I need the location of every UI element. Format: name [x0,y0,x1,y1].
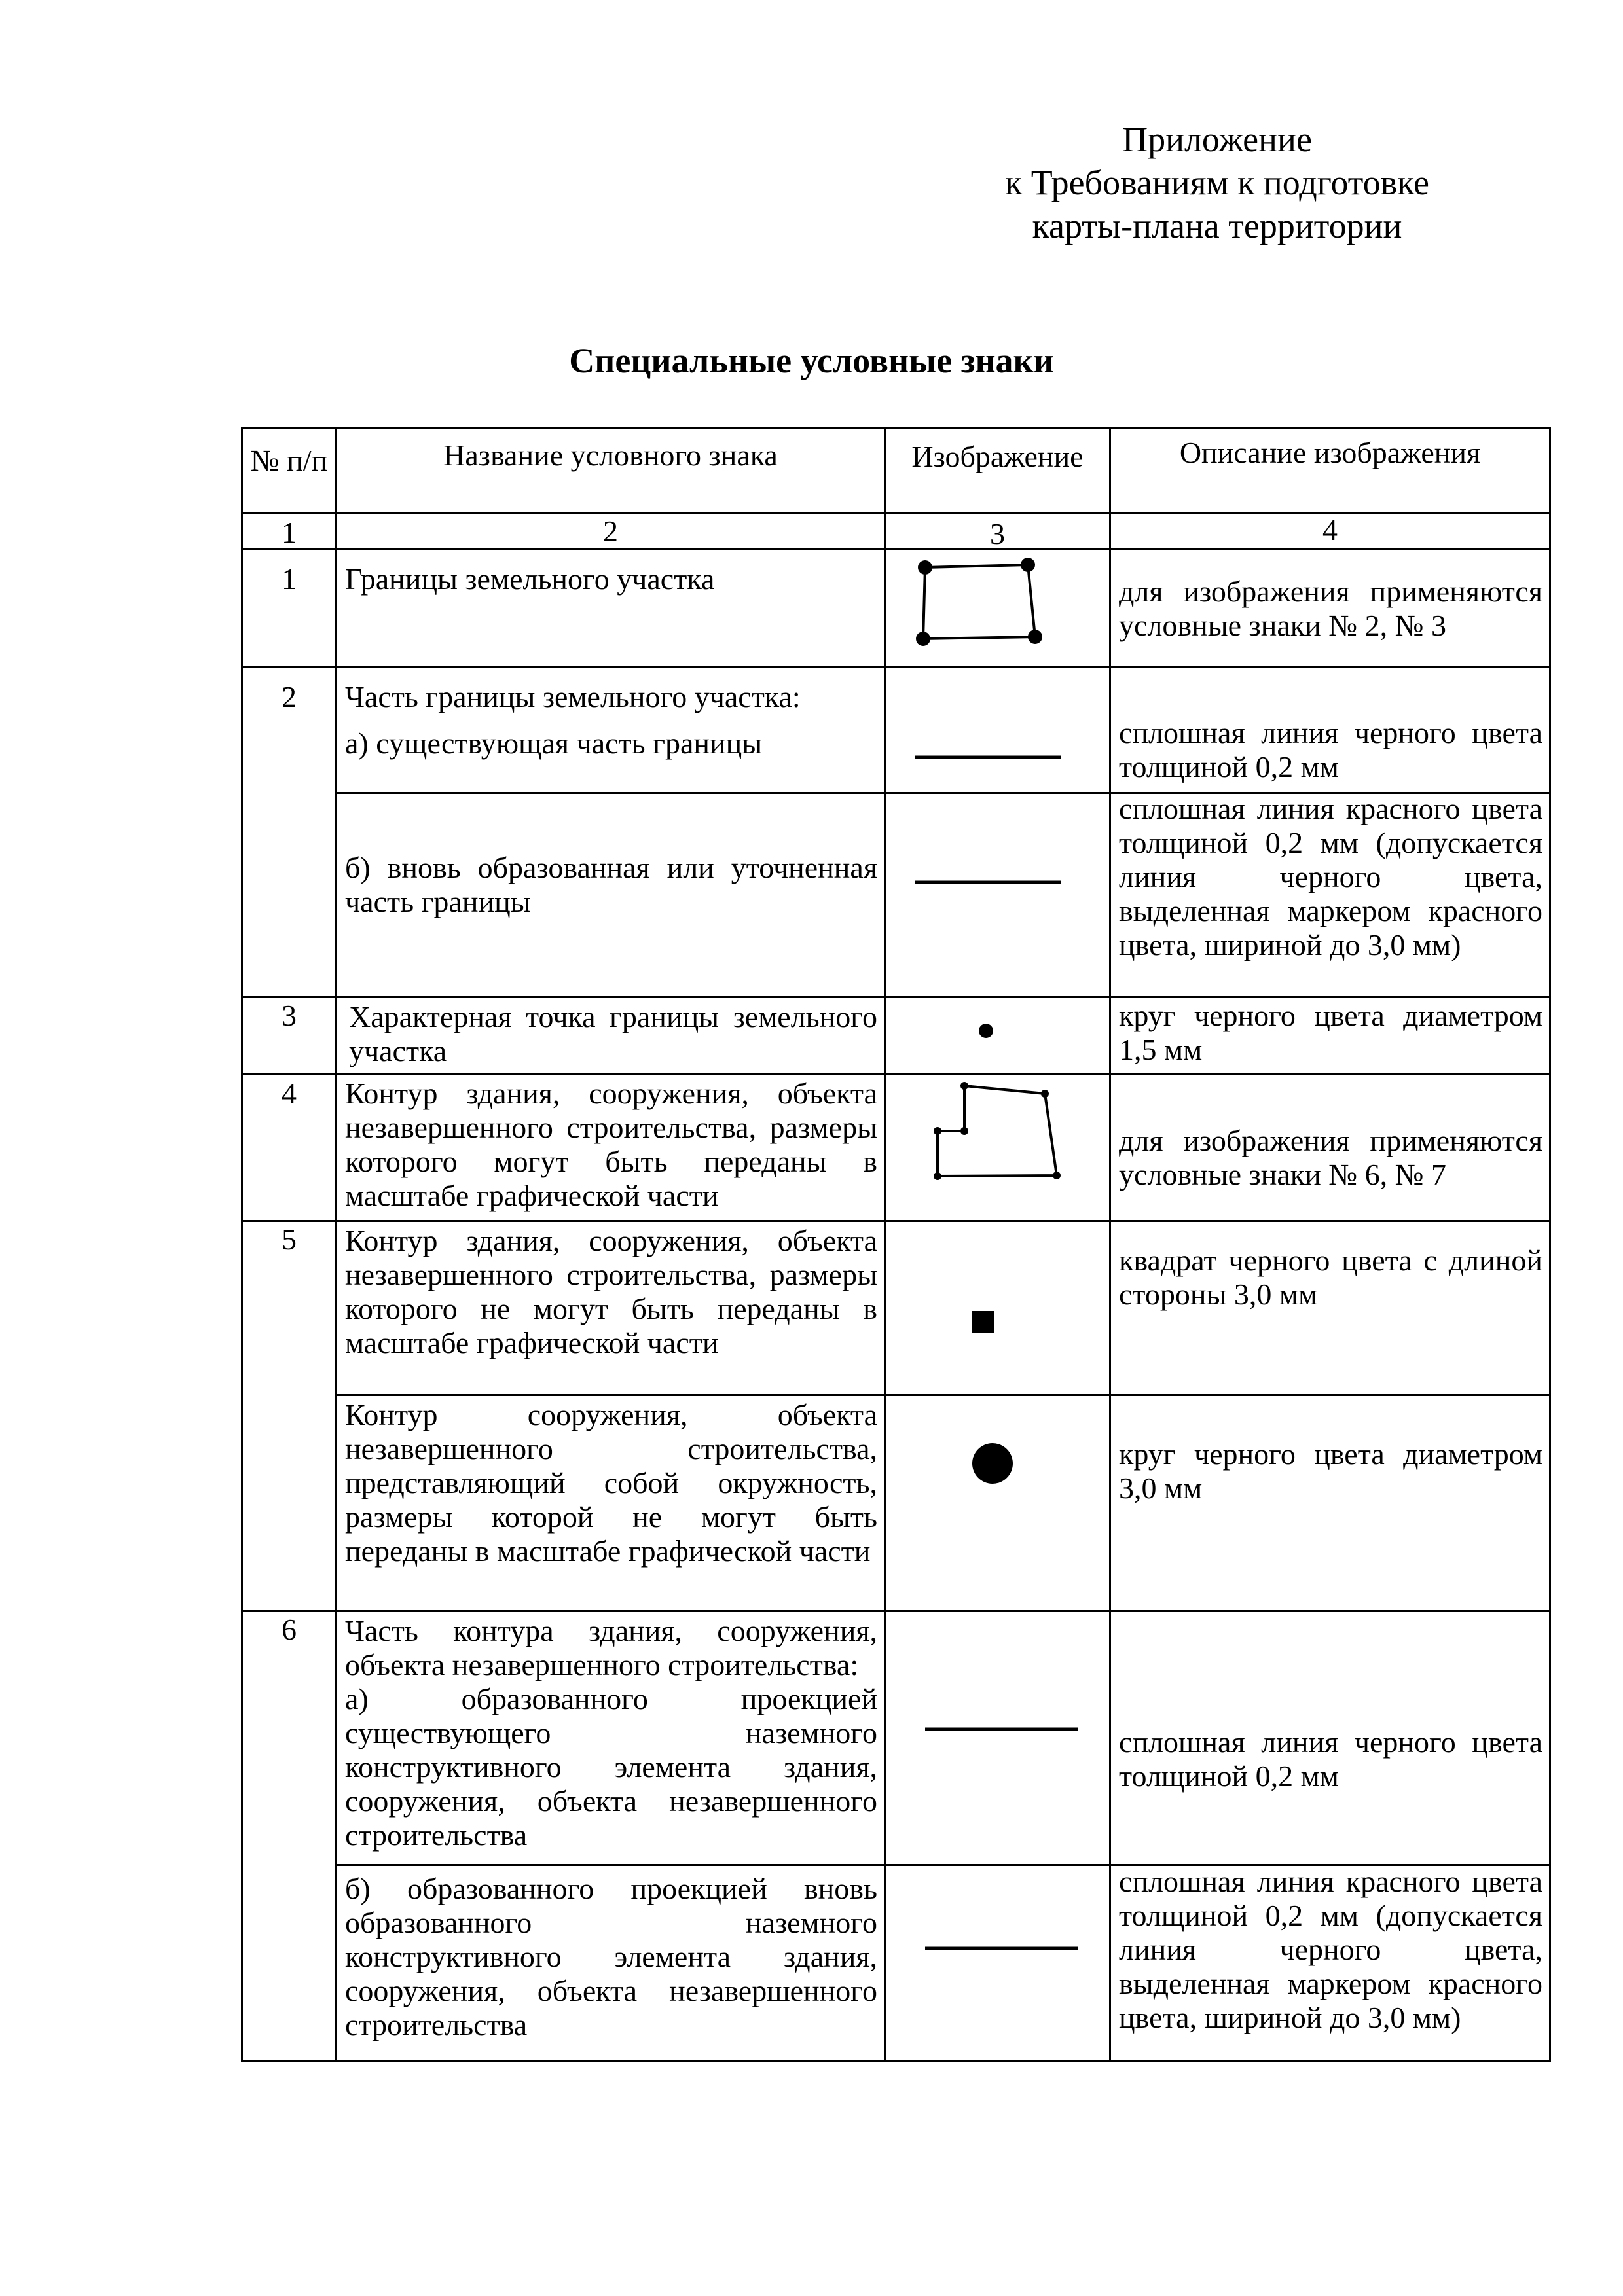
header-desc: Описание изображения [1179,436,1481,469]
row-3-desc: круг черного цвета диаметром 1,5 мм [1119,999,1542,1066]
row-2b-desc: сплошная линия красного цвета толщиной 0,2 мм (допускается линия черного цвета, выделенная маркером красного цвета, шириной до 3,0 мм) [1119,792,1542,961]
col-number-2: 2 [603,514,618,548]
row-6b-name: б) образованного проекцией вновь образованного наземного конструктивного элемента здания, сооружения, объекта незавершенного строительства [345,1872,877,2041]
row-2-num: 2 [282,680,297,713]
row-1-desc-cell [1111,550,1549,666]
header-line-3: карты-плана территории [1032,206,1402,245]
small-dot-icon [886,998,1109,1073]
header-num: № п/п [250,444,328,477]
header-name: Название условного знака [443,439,778,472]
row-1-desc: для изображения применяются условные знаки № 2, № 3 [1119,574,1542,642]
row-1-num: 1 [282,562,297,596]
row-2b-name: б) вновь образованная или уточненная часть границы [345,851,877,918]
row-6a-name: а) образованного проекцией существующего наземного конструктивного элемента здания, сооружения, объекта незавершенного строительства [345,1682,877,1852]
row-line-top [241,427,1551,429]
building-contour-icon [886,1075,1109,1220]
row-5-name: Контур здания, сооружения, объекта незавершенного строительства, размеры которого не могут быть переданы в масштабе графической части [345,1224,877,1359]
parcel-boundary-icon [886,550,1109,666]
row-5-desc: квадрат черного цвета с длиной стороны 3,0 мм [1119,1244,1542,1311]
col-number-4: 4 [1322,513,1338,547]
row-2a-name: а) существующая часть границы [345,726,763,760]
row-6b-desc: сплошная линия красного цвета толщиной 0,2 мм (допускается линия черного цвета, выделенная маркером красного цвета, шириной до 3,0 мм) [1119,1865,1542,2034]
row-2a-desc: сплошная линия черного цвета толщиной 0,2 мм [1119,715,1542,783]
row-line-bottom [241,2060,1551,2062]
col-number-3: 3 [990,517,1005,550]
row-2-name: Часть границы земельного участка: [345,680,801,713]
black-square-icon [886,1222,1109,1394]
row-4-name: Контур здания, сооружения, объекта незавершенного строительства, размеры которого могут быть переданы в масштабе графической части [345,1077,877,1212]
row-6-num: 6 [282,1613,297,1646]
table-border-right [1549,427,1551,2062]
row-4-num: 4 [282,1077,297,1110]
large-dot-icon [886,1396,1109,1610]
row-5b-desc: круг черного цвета диаметром 3,0 мм [1119,1437,1542,1505]
row-1-name: Границы земельного участка [345,562,715,596]
row-6a-desc: сплошная линия черного цвета толщиной 0,2 мм [1119,1725,1542,1793]
row-3-name: Характерная точка границы земельного участка [349,1000,877,1067]
row-3-num: 3 [282,999,297,1032]
black-line-icon-2 [886,1612,1109,1864]
black-line-icon [886,668,1109,792]
header-image: Изображение [911,440,1084,473]
document-title: Специальные условные знаки [569,341,1054,380]
row-6-name: Часть контура здания, сооружения, объекта незавершенного строительства: [345,1614,877,1681]
row-4-desc: для изображения применяются условные знаки № 6, № 7 [1119,1123,1542,1191]
row-2a-desc-cell [1111,668,1549,792]
red-line-icon [886,794,1109,996]
header-line-1: Приложение [1122,120,1312,159]
col-number-1: 1 [282,516,297,549]
row-5-num: 5 [282,1223,297,1256]
row-5b-name: Контур сооружения, объекта незавершенного строительства, представляющий собой окружность, размеры которой не могут быть переданы в масштабе графической части [345,1398,877,1568]
red-line-icon-2 [886,1866,1109,2060]
header-line-2: к Требованиям к подготовке [1004,163,1430,202]
row-4-desc-cell [1111,1075,1549,1220]
appendix-header [922,118,1512,247]
